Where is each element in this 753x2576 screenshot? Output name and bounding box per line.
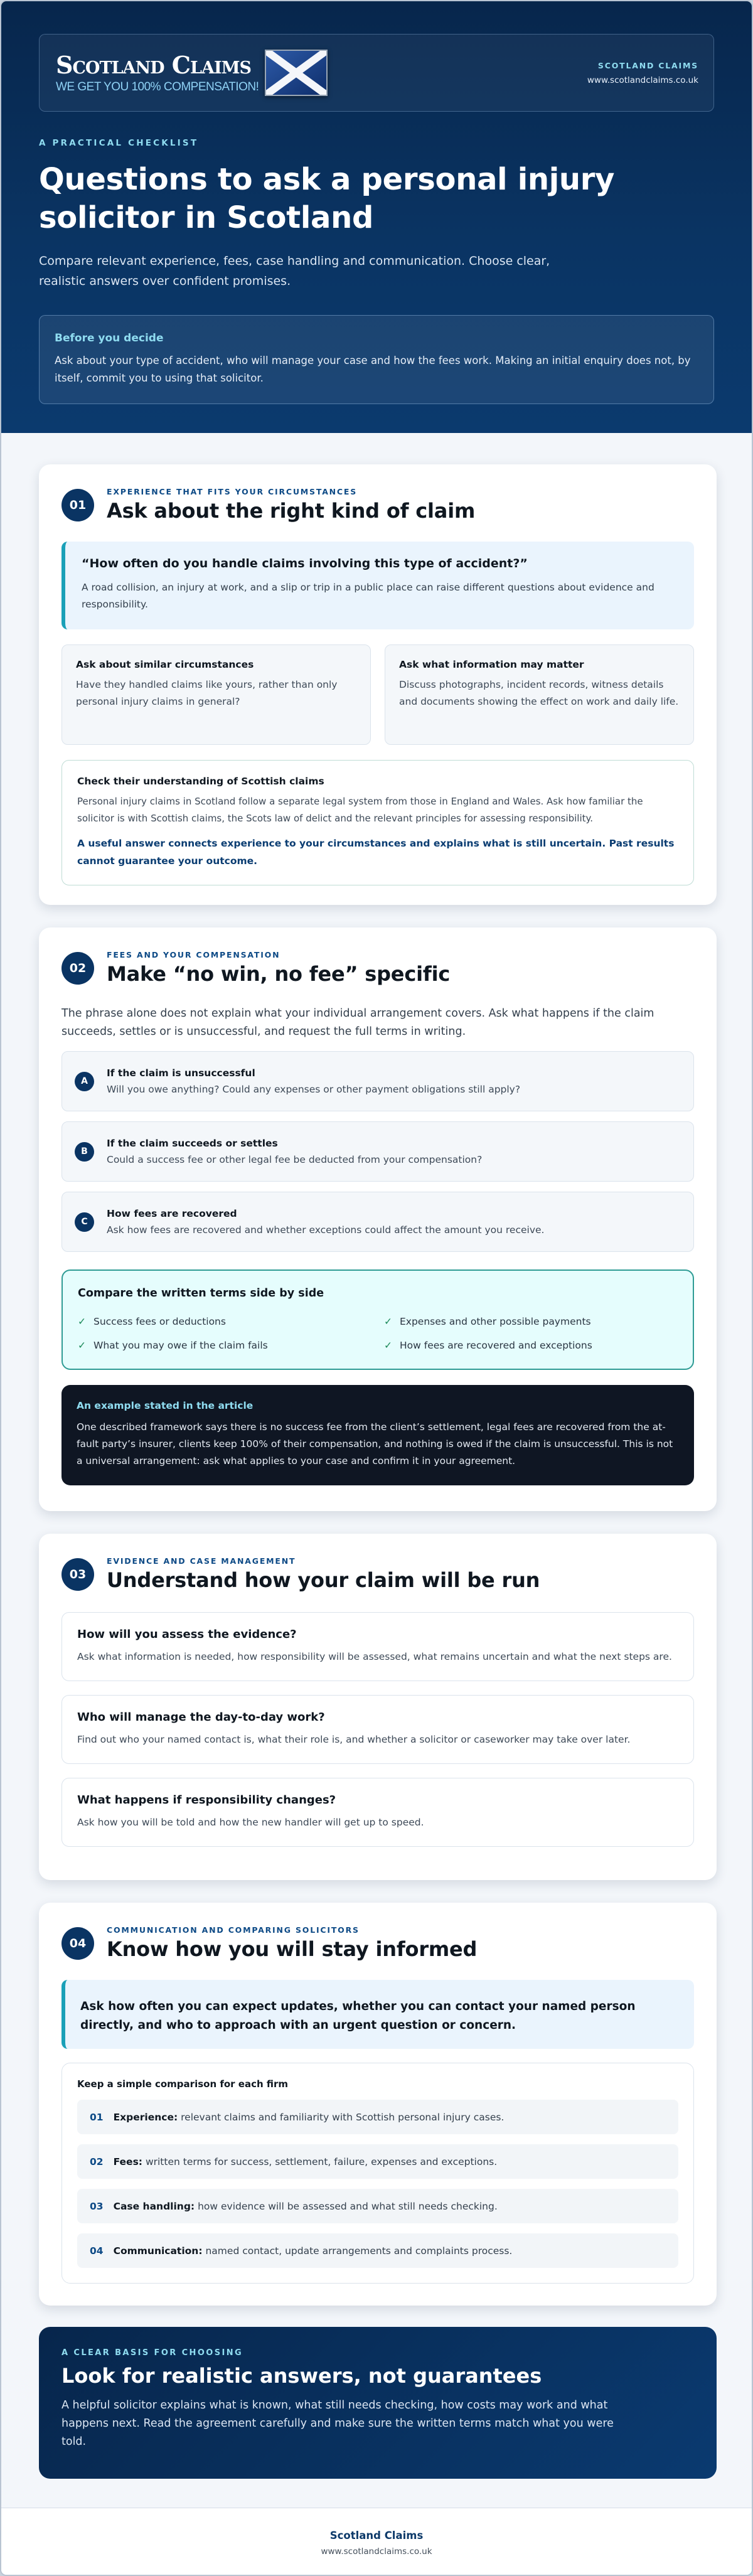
question-box-title: Who will manage the day-to-day work? (77, 1711, 325, 1724)
section-header (61, 487, 694, 523)
footer-url[interactable]: www.scotlandclaims.co.uk (321, 2547, 432, 2557)
list-item-content (114, 2245, 513, 2257)
question-box (61, 1778, 694, 1847)
logo-name: Scotland Claims (56, 51, 251, 79)
closing-kicker: A CLEAR BASIS FOR CHOOSING (61, 2348, 243, 2358)
section-case-management (39, 1534, 717, 1880)
list-item (77, 2233, 678, 2268)
checklist-text: What you may owe if the claim fails (93, 1340, 268, 1351)
section-fees (39, 927, 717, 1511)
section-communication (39, 1903, 717, 2306)
section-number: 03 (61, 1558, 94, 1591)
brand-contact (587, 61, 698, 85)
list-item-label: Case handling: (113, 2200, 195, 2212)
checkmark-icon: ✓ (78, 1316, 86, 1327)
tip-card (385, 644, 694, 745)
saltire-flag-icon (265, 50, 328, 96)
row-text: Ask how fees are recovered and whether exceptions could affect the amount you receive. (107, 1224, 545, 1236)
question-callout (61, 542, 694, 629)
closing-title: Look for realistic answers, not guarantees (61, 2364, 542, 2388)
list-item-number: 04 (90, 2245, 104, 2257)
comparison-list (61, 2063, 694, 2284)
list-item-number: 01 (90, 2111, 104, 2123)
scottish-claims-note: A useful answer connects experience to your circumstances and explains what is still uncertain. Past results cannot guarantee your outcome. (77, 838, 675, 867)
list-item (77, 2144, 678, 2179)
section-title: Ask about the right kind of claim (107, 499, 476, 523)
tip-cards (61, 644, 694, 745)
row-letter: C (75, 1212, 94, 1232)
fee-question-row (61, 1051, 694, 1111)
question-box-text: Ask how you will be told and how the new handler will get up to speed. (77, 1817, 424, 1828)
example-text: One described framework says there is no success fee from the client’s settlement, legal fees are recovered from the at-fault party’s insurer, clients keep 100% of their compensation, and nothing is owed if the claim is unsuccessful. This is not a universal arrangement: ask what applies to your case and confirm it in your agreement. (77, 1421, 673, 1467)
tip-card (61, 644, 371, 745)
question-box (61, 1695, 694, 1764)
row-content (107, 1208, 544, 1236)
hero-subtitle: Compare relevant experience, fees, case handling and communication. Choose clear, realistic answers over confident promises. (39, 254, 550, 288)
hero-eyebrow: A PRACTICAL CHECKLIST (39, 138, 199, 148)
compare-checklist (78, 1316, 678, 1351)
list-item (77, 2189, 678, 2223)
section-intro: The phrase alone does not explain what your individual arrangement covers. Ask what happens if the claim succeeds, settles or is unsuccessful, and request the full terms in writing. (61, 1007, 654, 1038)
page-title: Questions to ask a personal injury solicitor in Scotland (39, 162, 615, 235)
list-item-label: Experience: (113, 2111, 178, 2123)
section-title: Understand how your claim will be run (107, 1568, 540, 1592)
compare-terms-box (61, 1269, 694, 1370)
row-text: Will you owe anything? Could any expenses or other payment obligations still apply? (107, 1084, 521, 1095)
section-heading (107, 487, 475, 523)
row-content (107, 1067, 520, 1095)
decide-title: Before you decide (55, 332, 164, 345)
list-item (77, 2100, 678, 2134)
before-you-decide-box (39, 315, 714, 404)
fee-question-row (61, 1192, 694, 1252)
decide-text: Ask about your type of accident, who will manage your case and how the fees work. Making an initial enquiry does not, by itself, commit you to using that solicitor. (55, 355, 691, 384)
section-header (61, 1925, 694, 1961)
section-number: 04 (61, 1927, 94, 1960)
section-kicker: EXPERIENCE THAT FITS YOUR CIRCUMSTANCES (107, 487, 358, 496)
list-item-content (114, 2112, 505, 2123)
section-title: Know how you will stay informed (107, 1937, 478, 1961)
example-title: An example stated in the article (77, 1400, 254, 1411)
question-box-title: What happens if responsibility changes? (77, 1793, 336, 1807)
scottish-claims-box (61, 760, 694, 885)
section-heading (107, 950, 450, 986)
checklist-item (78, 1340, 371, 1351)
checkmark-icon: ✓ (384, 1340, 392, 1351)
closing-text: A helpful solicitor explains what is known, what still needs checking, how costs may work and what happens next. Read the agreement carefully and make sure the written terms match what you were told. (61, 2399, 614, 2448)
example-box (61, 1385, 694, 1485)
row-title: If the claim succeeds or settles (107, 1138, 278, 1149)
list-item-number: 02 (90, 2156, 104, 2167)
question-box (61, 1612, 694, 1681)
logo-tagline: WE GET YOU 100% COMPENSATION! (56, 80, 259, 94)
row-title: If the claim is unsuccessful (107, 1067, 255, 1079)
checklist-text: How fees are recovered and exceptions (400, 1340, 592, 1351)
checklist-item (78, 1316, 371, 1327)
fee-question-row (61, 1121, 694, 1182)
section-header (61, 1556, 694, 1592)
section-title: Make “no win, no fee” specific (107, 962, 451, 986)
list-item-text: named contact, update arrangements and complaints process. (205, 2245, 513, 2257)
logo-wordmark (56, 51, 259, 94)
list-item-text: written terms for success, settlement, failure, expenses and exceptions. (145, 2156, 498, 2167)
checklist-item (384, 1340, 678, 1351)
section-heading (107, 1925, 477, 1961)
row-text: Could a success fee or other legal fee be deducted from your compensation? (107, 1154, 483, 1165)
list-item-label: Fees: (113, 2156, 142, 2167)
callout-question: “How often do you handle claims involving this type of accident?” (82, 557, 528, 570)
checkmark-icon: ✓ (78, 1340, 86, 1351)
section-kicker: FEES AND YOUR COMPENSATION (107, 950, 280, 959)
section-kicker: COMMUNICATION AND COMPARING SOLICITORS (107, 1925, 360, 1935)
checkmark-icon: ✓ (384, 1316, 392, 1327)
communication-callout: Ask how often you can expect updates, whether you can contact your named person directly, and who to approach with an urgent question or concern. (61, 1980, 694, 2049)
question-box-text: Find out who your named contact is, what their role is, and whether a solicitor or caseworker may take over later. (77, 1734, 631, 1745)
comparison-list-title: Keep a simple comparison for each firm (77, 2078, 289, 2090)
checklist-text: Expenses and other possible payments (400, 1316, 591, 1327)
footer-brand: Scotland Claims (329, 2530, 424, 2541)
list-item-text: how evidence will be assessed and what still needs checking. (198, 2200, 498, 2212)
list-item-label: Communication: (113, 2245, 203, 2257)
hero (1, 1, 752, 433)
tip-card-text: Have they handled claims like yours, rather than only personal injury claims in general? (76, 679, 338, 707)
section-experience (39, 464, 717, 905)
compare-title: Compare the written terms side by side (78, 1287, 324, 1300)
question-box-text: Ask what information is needed, how responsibility will be assessed, what remains uncertain and what the next steps are. (77, 1651, 672, 1662)
list-item-content (114, 2156, 498, 2167)
section-number: 02 (61, 952, 94, 985)
scottish-claims-title: Check their understanding of Scottish claims (77, 776, 324, 787)
logo[interactable] (56, 50, 328, 96)
closing-banner (39, 2327, 717, 2479)
question-box-title: How will you assess the evidence? (77, 1628, 297, 1641)
tip-card-title: Ask what information may matter (399, 659, 584, 670)
tip-card-text: Discuss photographs, incident records, witness details and documents showing the effect on work and daily life. (399, 679, 679, 707)
brand-url[interactable]: www.scotlandclaims.co.uk (587, 75, 698, 85)
row-title: How fees are recovered (107, 1208, 237, 1219)
callout-text: A road collision, an injury at work, and a slip or trip in a public place can raise different questions about evidence and responsibility. (82, 582, 654, 610)
tip-card-title: Ask about similar circumstances (76, 659, 254, 670)
row-letter: B (75, 1142, 94, 1162)
footer (1, 2508, 752, 2576)
checklist-text: Success fees or deductions (93, 1316, 226, 1327)
section-header (61, 950, 694, 986)
section-kicker: EVIDENCE AND CASE MANAGEMENT (107, 1556, 296, 1566)
section-number: 01 (61, 489, 94, 521)
list-item-content (114, 2201, 498, 2212)
section-heading (107, 1556, 540, 1592)
top-bar (39, 34, 714, 112)
row-content (107, 1138, 482, 1165)
checklist-item (384, 1316, 678, 1327)
row-letter: A (75, 1072, 94, 1091)
list-item-text: relevant claims and familiarity with Scottish personal injury cases. (181, 2111, 505, 2123)
scottish-claims-text: Personal injury claims in Scotland follow a separate legal system from those in England and Wales. Ask how familiar the solicitor is with Scottish claims, the Scots law of delict and the relevant principles for assessing responsibility. (77, 796, 643, 824)
brand-name: SCOTLAND CLAIMS (597, 60, 698, 70)
list-item-number: 03 (90, 2200, 104, 2212)
